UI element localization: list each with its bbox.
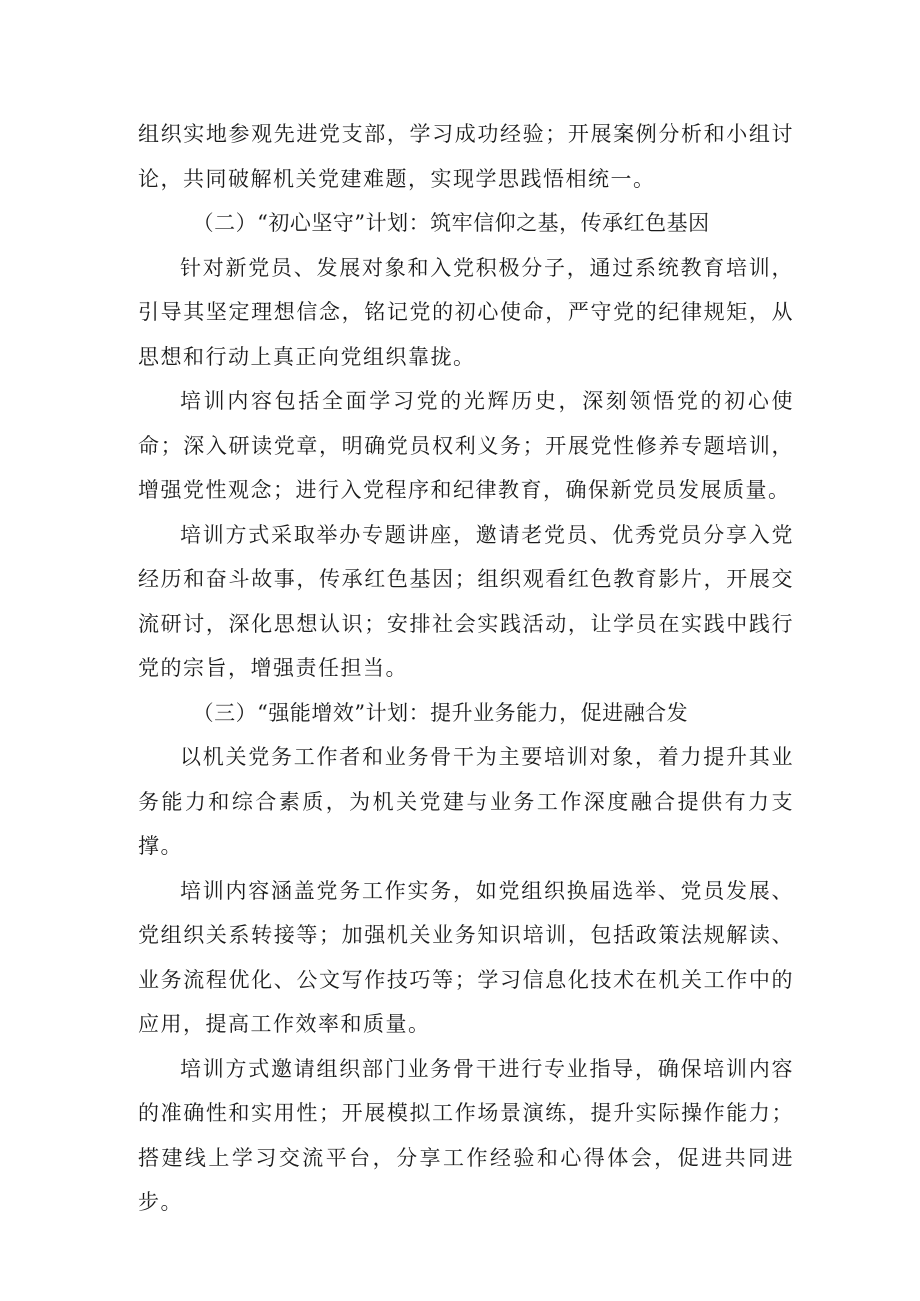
paragraph-continuation: 组织实地参观先进党支部，学习成功经验；开展案例分析和小组讨论，共同破解机关党建难题，实现学思践悟相统一。 — [138, 122, 794, 191]
paragraph: 针对新党员、发展对象和入党积极分子，通过系统教育培训，引导其坚定理想信念，铭记党的初心使命，严守党的纪律规矩，从思想和行动上真正向党组织靠拢。 — [138, 255, 794, 369]
paragraph: 培训方式采取举办专题讲座，邀请老党员、优秀党员分享入党经历和奋斗故事，传承红色基因；组织观看红色教育影片，开展交流研讨，深化思想认识；安排社会实践活动，让学员在实践中践行党的宗旨，增强责任担当。 — [138, 522, 794, 680]
paragraph: 培训方式邀请组织部门业务骨干进行专业指导，确保培训内容的准确性和实用性；开展模拟工作场景演练，提升实际操作能力；搭建线上学习交流平台，分享工作经验和心得体会，促进共同进步。 — [138, 1056, 794, 1214]
paragraph: 培训内容包括全面学习党的光辉历史，深刻领悟党的初心使命；深入研读党章，明确党员权利义务；开展党性修养专题培训，增强党性观念；进行入党程序和纪律教育，确保新党员发展质量。 — [138, 389, 794, 502]
paragraph: 培训内容涵盖党务工作实务，如党组织换届选举、党员发展、党组织关系转接等；加强机关业务知识培训，包括政策法规解读、业务流程优化、公文写作技巧等；学习信息化技术在机关工作中的应用，提高工作效率和质量。 — [138, 878, 794, 1036]
section-heading-2: （二）“初心坚守”计划：筑牢信仰之基，传承红色基因 — [192, 211, 710, 235]
section-heading-3: （三）“强能增效”计划：提升业务能力，促进融合发 — [192, 700, 689, 725]
document-body — [138, 112, 794, 1225]
paragraph: 以机关党务工作者和业务骨干为主要培训对象，着力提升其业务能力和综合素质，为机关党建与业务工作深度融合提供有力支撑。 — [138, 745, 794, 858]
